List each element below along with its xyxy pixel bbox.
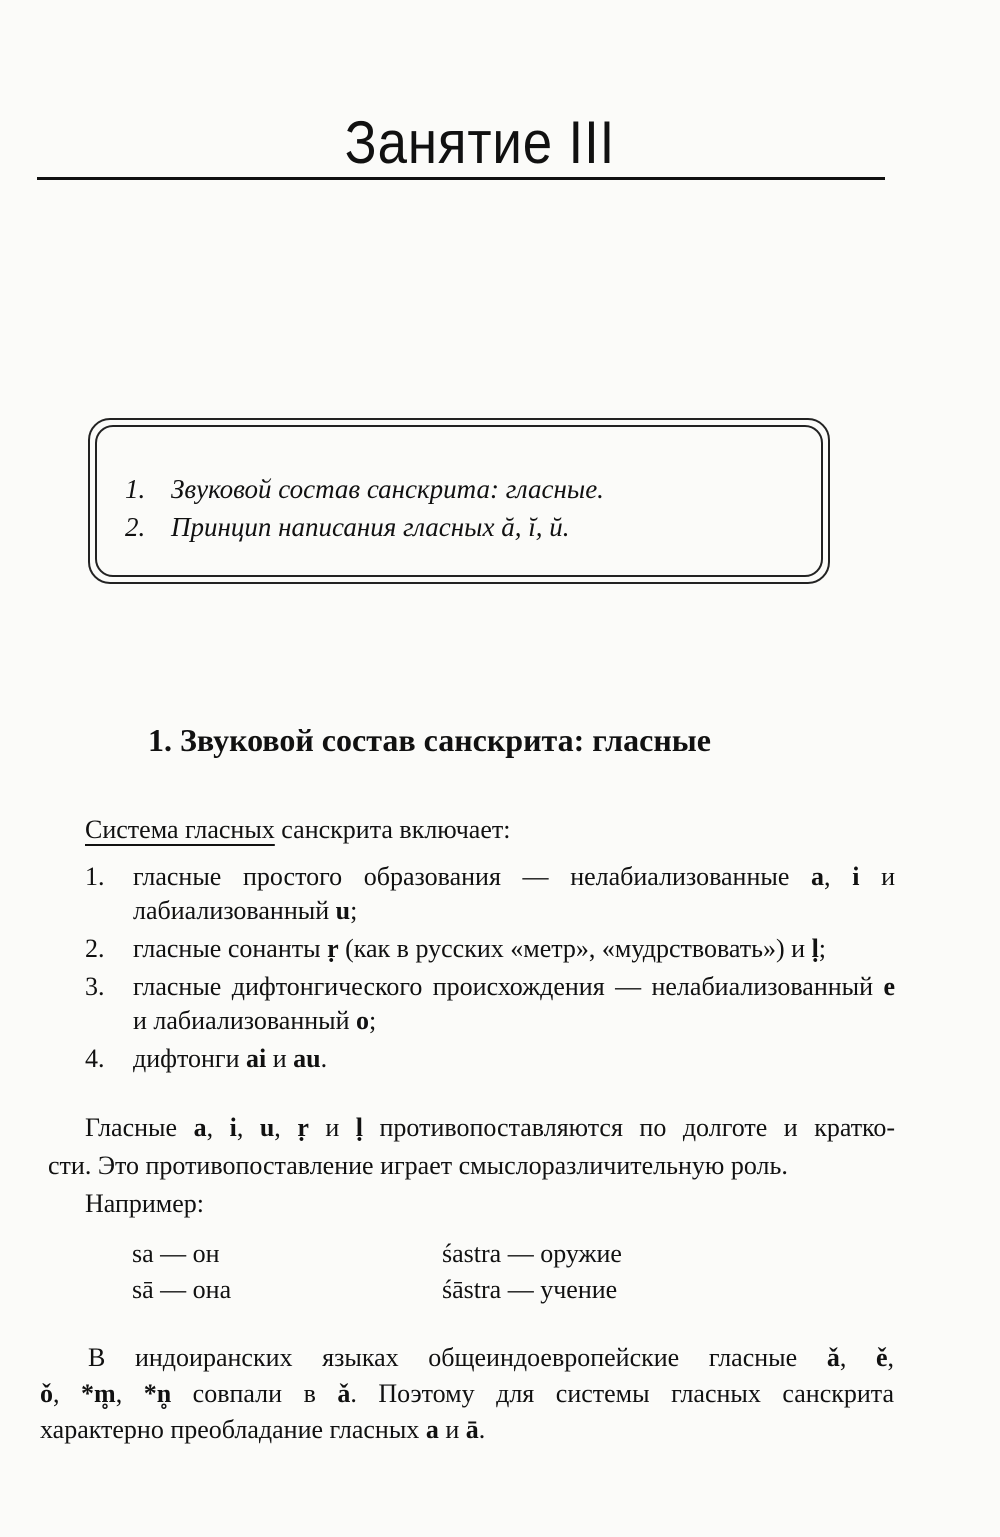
paragraph-line: Например:: [85, 1189, 205, 1218]
text-run: и: [308, 1113, 356, 1142]
bold-letter: ě: [875, 1343, 888, 1372]
bold-letter: *m̥: [81, 1379, 116, 1408]
outline-item-number: 2.: [125, 512, 146, 542]
bold-letter: ḷ: [355, 1113, 364, 1142]
list-item-number: 1.: [85, 862, 105, 891]
text-run: Гласные: [85, 1113, 194, 1142]
paragraph-line: [88, 1340, 894, 1376]
text-run: гласные сонанты: [133, 934, 328, 963]
bold-letter: a: [193, 1113, 207, 1142]
bold-letter: ṛ: [297, 1113, 309, 1142]
outline-item-number: 1.: [125, 474, 146, 504]
text-run: ,: [824, 862, 853, 891]
text-run: и: [266, 1044, 294, 1073]
bold-letter: i: [852, 862, 860, 891]
bold-letter: u: [259, 1113, 275, 1142]
text-run: и лабиализованный: [133, 862, 895, 925]
bold-letter: ai: [246, 1044, 267, 1073]
bold-letter: e: [883, 972, 895, 1001]
bold-letter: a: [811, 862, 825, 891]
list-item-number: 3.: [85, 972, 105, 1001]
list-item: [85, 860, 895, 928]
text-run: В индоиранских языках общеиндоевропейские гласные: [88, 1343, 827, 1372]
outline-item: [125, 470, 604, 508]
text-run: ,: [236, 1113, 260, 1142]
bold-letter: u: [335, 896, 351, 925]
text-run: ;: [369, 1006, 377, 1035]
vowel-list: [85, 860, 895, 1080]
text-run: .: [478, 1415, 486, 1444]
text-run: и: [438, 1415, 466, 1444]
text-run: ,: [839, 1343, 876, 1372]
bold-letter: ṛ: [327, 934, 339, 963]
bold-letter: a: [425, 1415, 439, 1444]
bold-letter: ā: [465, 1415, 479, 1444]
list-item-number: 2.: [85, 934, 105, 963]
intro-underlined: Система гласных: [85, 815, 275, 844]
list-item: [85, 970, 895, 1038]
bold-letter: au: [293, 1044, 321, 1073]
example-left: sā — она: [132, 1275, 232, 1304]
page-title: Занятие III: [344, 109, 616, 176]
text-run: ,: [274, 1113, 298, 1142]
bold-letter: ǎ: [826, 1343, 840, 1372]
text-run: ,: [206, 1113, 230, 1142]
examples-table: [132, 1236, 622, 1308]
text-run: . Поэтому для системы гласных санскрита: [350, 1379, 895, 1408]
text-run: .: [320, 1044, 328, 1073]
list-item-text: [133, 932, 895, 966]
text-run: ,: [53, 1379, 82, 1408]
example-right: śastra — оружие: [442, 1239, 622, 1268]
text-run: ;: [350, 896, 358, 925]
example-row: [132, 1272, 622, 1308]
text-run: гласные простого образования — нелабиализованные: [133, 862, 812, 891]
list-item: [85, 932, 895, 966]
text-run: дифтонги: [133, 1044, 247, 1073]
intro-paragraph: [85, 812, 510, 848]
outline-item-text: Звуковой состав санскрита: гласные.: [171, 474, 604, 504]
bold-letter: ǒ: [40, 1379, 53, 1408]
intro-rest: санскрита включает:: [274, 815, 511, 844]
list-item: [85, 1042, 895, 1076]
example-left: sa — он: [132, 1239, 220, 1268]
title-rule: [37, 177, 885, 180]
bold-letter: o: [356, 1006, 370, 1035]
example-right: śāstra — учение: [442, 1275, 618, 1304]
example-row: [132, 1236, 622, 1272]
list-item-text: [133, 970, 895, 1038]
text-run: характерно преобладание гласных: [40, 1415, 426, 1444]
text-run: ;: [818, 934, 827, 963]
outline-item: [125, 508, 604, 546]
text-run: совпали в: [171, 1379, 338, 1408]
paragraph-line: [40, 1376, 894, 1412]
bold-letter: ḷ: [811, 934, 819, 963]
bold-letter: ǎ: [337, 1379, 351, 1408]
section-heading: 1. Звуковой состав санскрита: гласные: [148, 722, 711, 758]
text-run: противопоставляются по долготе и кратко-: [363, 1113, 896, 1142]
lesson-outline: [125, 470, 604, 546]
text-run: (как в русских «метр», «мудрствовать») и: [338, 934, 812, 963]
bold-letter: *n̥: [143, 1379, 172, 1408]
bold-letter: i: [229, 1113, 237, 1142]
text-run: ,: [115, 1379, 144, 1408]
text-run: и лабиализованный: [133, 1006, 357, 1035]
list-item-text: [133, 860, 895, 928]
list-item-number: 4.: [85, 1044, 105, 1073]
text-run: ,: [887, 1343, 895, 1372]
list-item-text: [133, 1042, 895, 1076]
paragraph-line: [40, 1412, 485, 1448]
text-run: гласные дифтонгического происхождения — нелабиализованный: [133, 972, 884, 1001]
paragraph-line: [85, 1110, 895, 1146]
outline-item-text: Принцип написания гласных ă, ĭ, ŭ.: [171, 512, 570, 542]
paragraph-line: сти. Это противопоставление играет смыслоразличительную роль.: [48, 1151, 788, 1180]
